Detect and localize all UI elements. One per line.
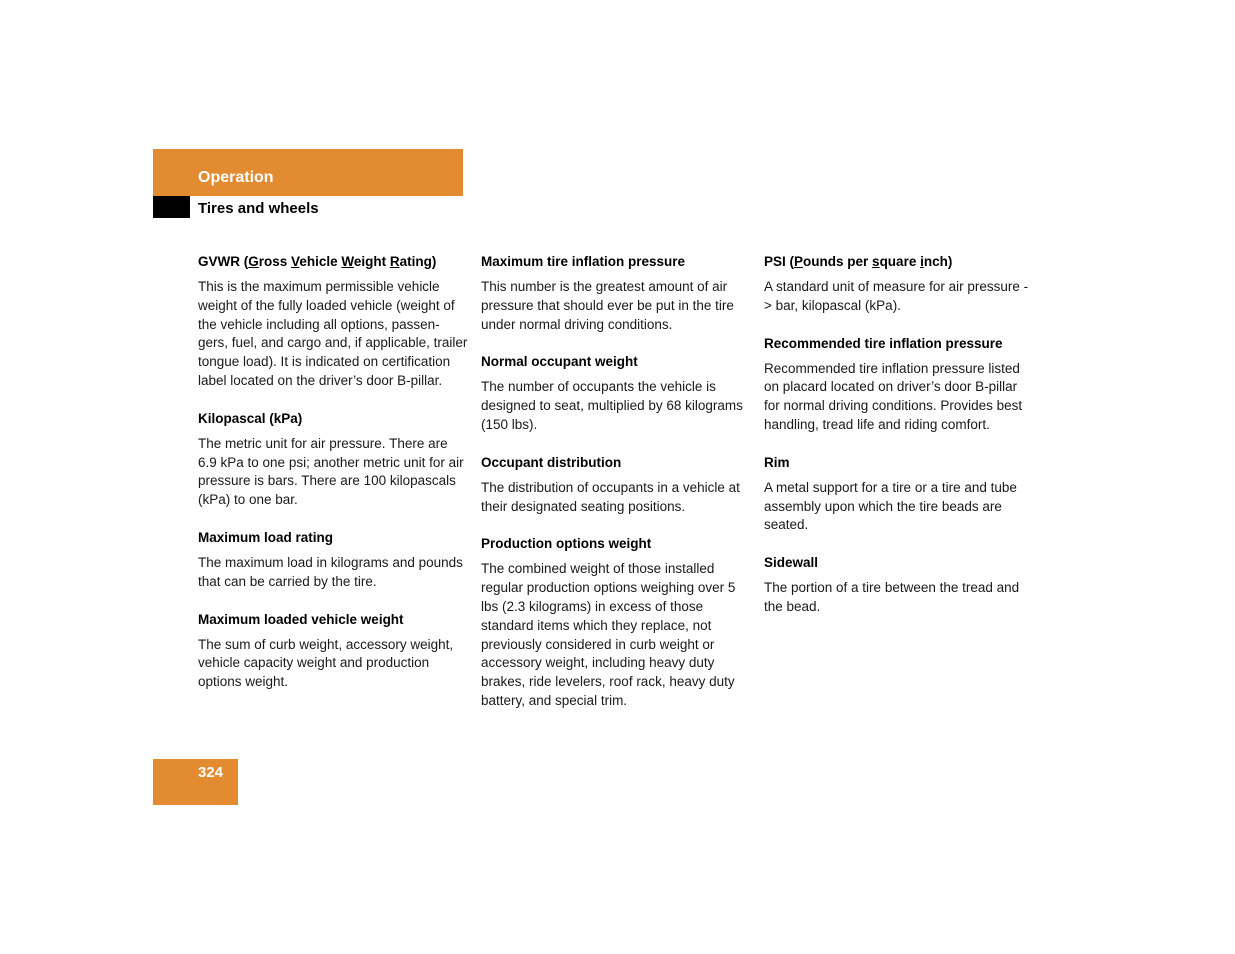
glossary-term-definition: The combined weight of those installed regular production options weighing over 5 lbs (2.3 kilograms) in excess of those standard items which they replace, not previously considered in curb weight or accessory weight, including heavy duty brakes, ride levelers, roof rack, heavy duty battery, and special trim. [481,561,736,708]
glossary-term-title [481,453,751,472]
glossary-term-title [481,352,751,371]
underlined-initial: P [794,254,804,269]
glossary-term-title [198,610,468,629]
glossary-term-definition: A standard unit of measure for air pressure -> bar, kilopascal (kPa). [764,279,1029,313]
underlined-initial: G [248,254,259,269]
term-title-text: Occupant distribution [481,454,622,470]
term-title-text: Maximum load rating [198,529,334,545]
term-title-text: ross [258,254,292,269]
glossary-entry [764,252,1034,316]
glossary-entry [481,352,751,434]
glossary-entry [764,553,1034,617]
term-title-text: Kilopascal (kPa) [198,410,303,426]
glossary-term-definition: The sum of curb weight, accessory weight, vehicle capacity weight and production options weight. [198,636,454,690]
glossary-term-definition: This is the maximum permissible vehicle weight of the fully loaded vehicle (weight of the vehicle including all options, passen-gers, fuel, and cargo and, if applicable, trailer tongue load). It is indicated on certification label located on the driver’s door B-pillar. [198,279,468,388]
term-title-text: eight [353,254,390,269]
term-title-text: Maximum loaded vehicle weight [198,611,404,627]
glossary-term-title [198,252,468,271]
glossary-entry [198,528,468,592]
glossary-term-definition: The distribution of occupants in a vehicle at their designated seating positions. [481,479,740,514]
glossary-term-title [198,409,468,428]
glossary-term-title [764,553,1034,572]
glossary-entry [764,453,1034,535]
glossary-term-title [764,252,1034,271]
term-title-text: Rim [764,454,790,470]
term-title-text: ating) [399,254,437,269]
glossary-term-definition: This number is the greatest amount of air pressure that should ever be put in the tire under normal driving conditions. [481,279,734,332]
section-title: Operation [198,169,274,186]
page-number: 324 [198,764,224,781]
glossary-entry [481,534,751,710]
underlined-initial: V [291,254,300,269]
term-title-text: GVWR ( [198,254,249,269]
glossary-term-definition: The portion of a tire between the tread and the bead. [764,580,1020,614]
subsection-title: Tires and wheels [198,200,319,217]
glossary-entry [198,610,468,692]
term-title-text: Maximum tire inflation pressure [481,254,686,269]
glossary-term-definition: Recommended tire inflation pressure listed on placard located on driver’s door B-pillar for normal driving conditions. Provides best handling, tread life and riding comfort. [764,360,1023,432]
glossary-entry [481,252,751,334]
term-title-text: quare [879,254,921,269]
underlined-initial: W [341,254,354,269]
glossary-term-title [481,252,751,271]
column-1 [198,252,468,710]
term-title-text: Normal occupant weight [481,354,638,370]
glossary-term-title [481,534,751,553]
term-title-text: Recommended tire inflation pressure [764,335,1003,351]
column-3 [764,252,1034,635]
glossary-term-definition: The number of occupants the vehicle is designed to seat, multiplied by 68 kilograms (150 lbs). [481,379,743,432]
term-title-text: Sidewall [764,555,819,571]
column-2 [481,252,751,729]
glossary-entry [481,453,751,517]
glossary-term-title [764,334,1034,353]
term-title-text: PSI ( [764,254,795,269]
glossary-term-title [764,453,1034,472]
glossary-entry [198,409,468,510]
glossary-term-title [198,528,468,547]
subsection-marker [153,196,190,218]
underlined-initial: s [872,254,880,269]
underlined-initial: i [920,254,924,269]
glossary-term-definition: A metal support for a tire or a tire and tube assembly upon which the tire beads are seated. [764,479,1017,533]
term-title-text: nch) [923,254,953,269]
term-title-text: Production options weight [481,536,652,552]
page-number-box [153,759,238,805]
underlined-initial: R [389,254,400,269]
term-title-text: ehicle [299,254,342,269]
glossary-entry [198,252,468,391]
glossary-entry [764,334,1034,435]
glossary-term-definition: The metric unit for air pressure. There are 6.9 kPa to one psi; another metric unit for air pressure is bars. There are 100 kilopascals (kPa) to one bar. [198,435,464,508]
glossary-term-definition: The maximum load in kilograms and pounds that can be carried by the tire. [198,554,463,589]
term-title-text: ounds per [803,254,873,269]
